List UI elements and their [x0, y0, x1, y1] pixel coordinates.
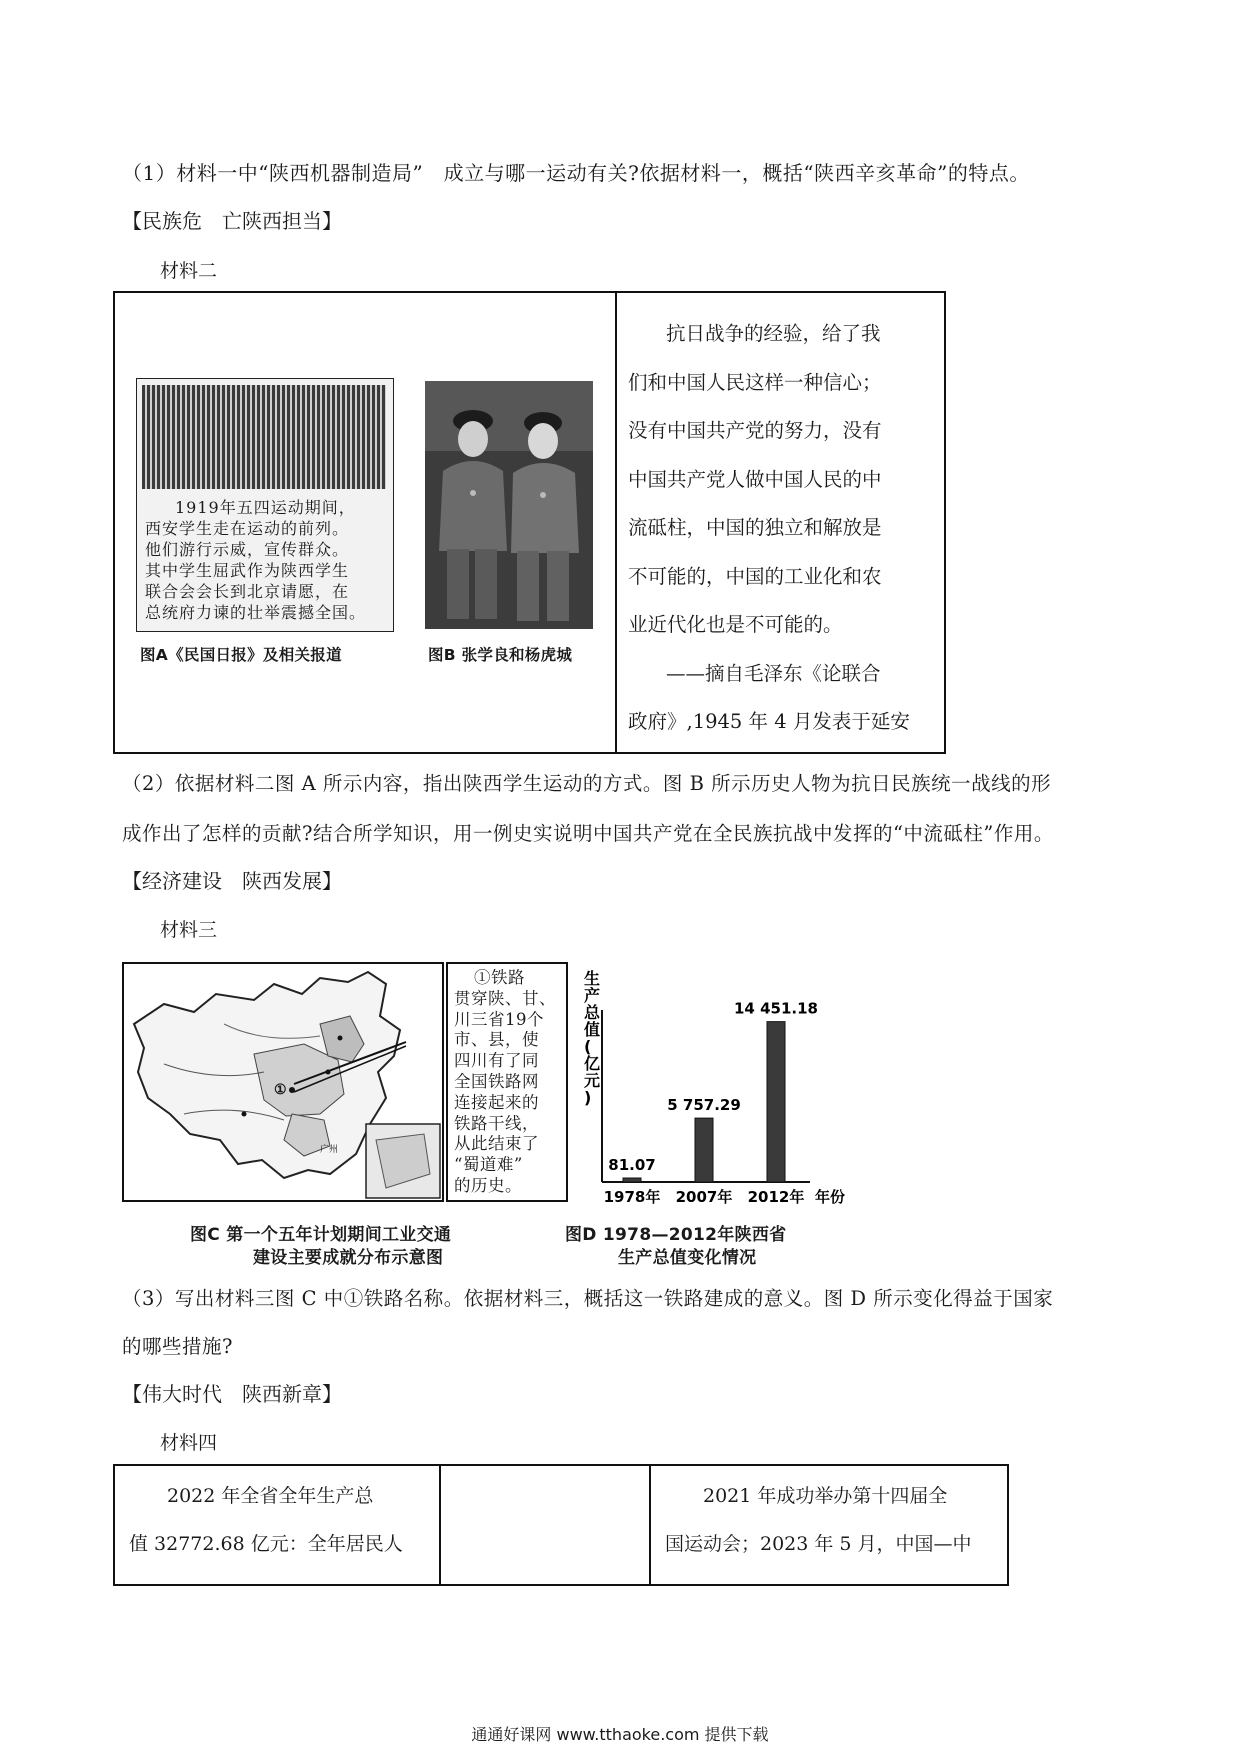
- material-4-label: 材料四: [160, 1432, 218, 1454]
- material-2-divider: [615, 293, 617, 752]
- cell-line: 值 32772.68 亿元：全年居民人: [129, 1533, 403, 1555]
- chart-x-axis-label: 年份: [815, 1188, 846, 1206]
- report-line: 西安学生走在运动的前列。: [145, 519, 350, 538]
- chart-data-label: 5 757.29: [667, 1096, 741, 1115]
- chart-bar: [623, 1178, 641, 1182]
- report-line: 1919年五四运动期间，: [175, 498, 356, 517]
- note-line: 全国铁路网: [454, 1071, 539, 1091]
- question-3-line-1: （3）写出材料三图 C 中①铁路名称。依据材料三，概括这一铁路建成的意义。图 D 所示变化得益于国家: [122, 1287, 1054, 1310]
- figure-a-caption: 图A《民国日报》及相关报道: [140, 646, 342, 664]
- report-line: 其中学生屈武作为陕西学生: [145, 561, 350, 580]
- chart-bar: [695, 1118, 713, 1182]
- chart-data-label: 81.07: [608, 1156, 656, 1174]
- chart-data-label: 14 451.18: [734, 999, 818, 1018]
- chart-y-axis-label: 生产总值(亿元): [584, 970, 601, 1107]
- quote-source-line: 政府》,1945 年 4 月发表于延安: [628, 710, 910, 733]
- figure-c-map: [122, 962, 444, 1202]
- figure-c-caption-line-2: 建设主要成就分布示意图: [253, 1248, 444, 1268]
- note-line: 连接起来的: [454, 1092, 539, 1112]
- quote-line: 们和中国人民这样一种信心；: [628, 370, 882, 394]
- figure-d-caption-line-1: 图D 1978—2012年陕西省: [565, 1225, 787, 1245]
- figure-d-bar-chart: [570, 970, 870, 1210]
- table-row: [114, 1465, 1008, 1585]
- figure-b-caption: 图B 张学良和杨虎城: [428, 646, 573, 664]
- question-1: （1）材料一中“陕西机器制造局” 成立与哪一运动有关?依据材料一，概括“陕西辛亥革命”的特点。: [122, 161, 1030, 185]
- railway-marker: ①: [274, 1082, 287, 1098]
- quote-line: 中国共产党人做中国人民的中: [628, 467, 882, 491]
- quote-line: 业近代化也是不可能的。: [628, 613, 843, 636]
- report-line: 总统府力谏的壮举震撼全国。: [145, 603, 367, 622]
- map-label-guangzhou: 广州: [320, 1145, 339, 1155]
- section-heading-great-era: 【伟大时代 陕西新章】: [122, 1382, 342, 1406]
- note-line: 贯穿陕、甘、: [454, 988, 556, 1008]
- question-2-line-1: （2）依据材料二图 A 所示内容，指出陕西学生运动的方式。图 B 所示历史人物为抗日民族统一战线的形: [122, 772, 1052, 795]
- note-line: 四川有了同: [454, 1051, 539, 1071]
- question-2-line-2: 成作出了怎样的贡献?结合所学知识，用一例史实说明中国共产党在全民族抗战中发挥的“中流砥柱”作用。: [122, 822, 1054, 845]
- material-3-label: 材料三: [160, 919, 218, 941]
- note-line: ①铁路: [474, 968, 525, 987]
- section-heading-national-crisis: 【民族危 亡陕西担当】: [122, 209, 342, 233]
- cell-line: 国运动会；2023 年 5 月，中国—中: [665, 1533, 972, 1555]
- figure-c-note: [446, 962, 568, 1202]
- material-2-label: 材料二: [160, 260, 218, 282]
- note-line: “蜀道难”: [454, 1155, 523, 1175]
- newspaper-print-columns: [142, 385, 386, 489]
- cell-line: 2022 年全省全年生产总: [167, 1485, 374, 1507]
- chart-x-tick-label: 2012年: [747, 1188, 805, 1206]
- figure-a-report: [145, 497, 385, 623]
- material-2-box: [113, 291, 946, 754]
- figure-b-photo: [425, 381, 593, 629]
- figure-d-caption-line-2: 生产总值变化情况: [618, 1248, 757, 1268]
- note-line: 铁路干线，: [454, 1113, 539, 1133]
- quote-source-line: ——摘自毛泽东《论联合: [666, 661, 881, 685]
- quote-line: 不可能的，中国的工业化和农: [628, 564, 882, 588]
- report-line: 他们游行示威，宣传群众。: [145, 540, 350, 559]
- footer-watermark: 通通好课网 www.tthaoke.com 提供下载: [471, 1725, 769, 1744]
- figure-a-newspaper: [136, 378, 394, 632]
- section-heading-economic-construction: 【经济建设 陕西发展】: [122, 869, 342, 893]
- note-line: 川三省19个: [454, 1009, 544, 1029]
- figure-b-illustration: [425, 381, 593, 629]
- mao-quote: [628, 310, 936, 747]
- cell-line: 2021 年成功举办第十四届全: [703, 1485, 948, 1507]
- chart-x-tick-label: 2007年: [675, 1188, 733, 1206]
- chart-bar: [767, 1022, 785, 1182]
- question-3-line-2: 的哪些措施?: [122, 1335, 233, 1358]
- chart-x-tick-label: 1978年: [603, 1188, 661, 1206]
- figure-c-caption-line-1: 图C 第一个五年计划期间工业交通: [190, 1225, 452, 1245]
- note-line: 的历史。: [454, 1175, 522, 1195]
- table-cell-empty: [440, 1465, 650, 1585]
- table-cell-economy: [114, 1465, 440, 1585]
- quote-line: 流砥柱，中国的独立和解放是: [628, 516, 882, 539]
- table-cell-events: [650, 1465, 1008, 1585]
- quote-line: 抗日战争的经验，给了我: [666, 322, 881, 345]
- report-line: 联合会会长到北京请愿，在: [145, 582, 350, 601]
- note-line: 从此结束了: [454, 1134, 539, 1154]
- note-line: 市、县，使: [454, 1030, 539, 1050]
- material-4-table: [113, 1464, 1009, 1586]
- quote-line: 没有中国共产党的努力，没有: [628, 419, 882, 442]
